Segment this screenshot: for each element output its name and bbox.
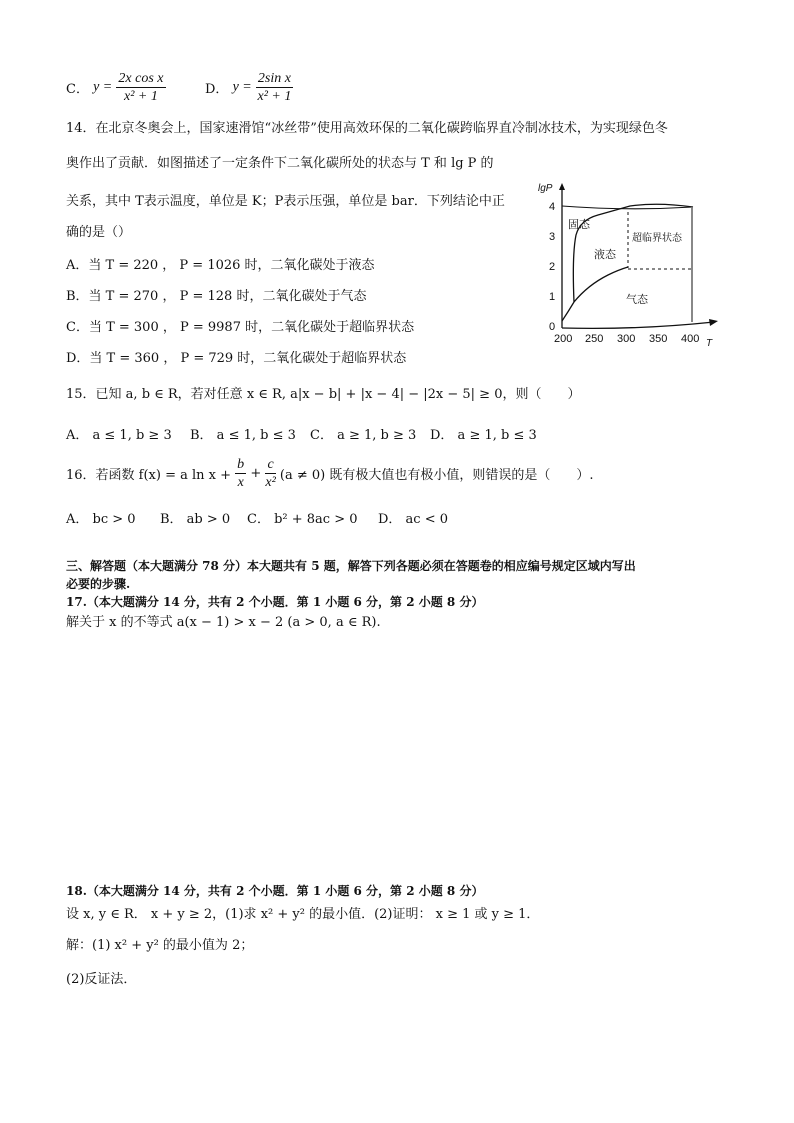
q13-option-d-label: D． <box>205 82 229 97</box>
q13-option-c-fraction <box>116 70 165 105</box>
q17-title: 17.（本大题满分 14 分，共有 2 个小题．第 1 小题 6 分，第 2 小题 8 分） <box>66 595 484 609</box>
region-supercritical: 超临界状态 <box>632 233 682 244</box>
q13-option-d <box>205 70 293 105</box>
co2-phase-diagram <box>528 180 728 348</box>
solid-gas-boundary <box>562 267 628 321</box>
q13-option-c-numerator: 2x cos x <box>118 71 164 86</box>
q16-fraction-c-over-x2 <box>265 456 275 491</box>
q18-solution-part2: (2)反证法． <box>66 972 137 987</box>
q13-option-c-label: C． <box>66 82 89 97</box>
q17-stem: 解关于 x 的不等式 a(x − 1) > x − 2 (a > 0, a ∈ R). <box>66 615 381 630</box>
q16-option-a: A． bc > 0 <box>66 512 136 527</box>
q13-option-c-denominator: x² + 1 <box>124 89 158 104</box>
phase-diagram-y-arrow <box>559 183 565 190</box>
y-tick-3: 3 <box>549 231 556 243</box>
region-solid: 固态 <box>568 219 590 231</box>
y-tick-0: 0 <box>549 321 556 333</box>
q14-line-4: 确的是（） <box>66 225 132 240</box>
solid-liquid-boundary <box>573 204 693 302</box>
y-tick-2: 2 <box>549 261 556 273</box>
q16-fraction-2-numerator: c <box>265 456 275 474</box>
q16-plus-sign: + <box>250 466 262 481</box>
x-tick-250: 250 <box>585 333 604 345</box>
q14-option-c: C．当 T = 300 ， P = 9987 时，二氧化碳处于超临界状态 <box>66 320 415 335</box>
phase-diagram-x-arrow <box>709 319 718 326</box>
q13-option-d-denominator: x² + 1 <box>257 89 292 104</box>
q13-option-d-fraction <box>256 70 293 105</box>
x-tick-400: 400 <box>681 333 700 345</box>
q13-option-c <box>66 70 166 105</box>
q14-line-1: 14．在北京冬奥会上，国家速滑馆“冰丝带”使用高效环保的二氧化碳跨临界直冷制冰技术，为实现绿色冬 <box>66 121 668 136</box>
phase-diagram-y-label: lgP <box>538 183 553 194</box>
q18-title: 18.（本大题满分 14 分，共有 2 个小题．第 1 小题 6 分，第 2 小题 8 分） <box>66 884 484 898</box>
q16-stem <box>66 456 594 491</box>
q16-fraction-2-denominator: x² <box>265 475 276 490</box>
q15-option-a: A． a ≤ 1, b ≥ 3 <box>66 428 172 443</box>
y-tick-4: 4 <box>549 201 556 213</box>
q14-option-d: D．当 T = 360 ， P = 729 时，二氧化碳处于超临界状态 <box>66 351 407 366</box>
q14-option-b: B．当 T = 270 ， P = 128 时，二氧化碳处于气态 <box>66 289 367 304</box>
region-gas: 气态 <box>626 294 648 306</box>
section3-heading-line2: 必要的步骤. <box>66 577 131 591</box>
region-liquid: 液态 <box>594 249 616 261</box>
q16-option-c: C． b² + 8ac > 0 <box>247 512 358 527</box>
q13-option-d-numerator: 2sin x <box>257 71 291 86</box>
q16-stem-suffix: (a ≠ 0) 既有极大值也有极小值，则错误的是（ ）. <box>279 468 594 483</box>
q14-line-2: 奥作出了贡献．如图描述了一定条件下二氧化碳所处的状态与 T 和 lg P 的 <box>66 156 494 171</box>
q16-fraction-1-denominator: x <box>237 475 244 490</box>
q15-stem: 15．已知 a, b ∈ R，若对任意 x ∈ R, a|x − b| + |x − 4| − |2x − 5| ≥ 0，则（ ） <box>66 387 581 402</box>
q16-fraction-b-over-x <box>235 456 246 491</box>
q18-solution-part1: 解：(1) x² + y² 的最小值为 2； <box>66 938 254 953</box>
q13-option-c-lhs: y = <box>93 79 113 95</box>
q15-option-d: D． a ≥ 1, b ≤ 3 <box>430 428 537 443</box>
phase-diagram-x-axis <box>562 322 714 328</box>
q16-option-d: D． ac < 0 <box>378 512 449 527</box>
q14-option-a: A．当 T = 220 ， P = 1026 时，二氧化碳处于液态 <box>66 258 375 273</box>
q16-stem-prefix: 16．若函数 f(x) = a ln x + <box>66 468 232 483</box>
q18-stem: 设 x, y ∈ R． x + y ≥ 2，(1)求 x² + y² 的最小值．(2)证明： x ≥ 1 或 y ≥ 1． <box>66 907 540 922</box>
x-tick-300: 300 <box>617 333 636 345</box>
q15-option-c: C． a ≥ 1, b ≥ 3 <box>310 428 417 443</box>
x-tick-350: 350 <box>649 333 668 345</box>
phase-diagram-x-label: T <box>706 338 713 348</box>
q15-option-b: B． a ≤ 1, b ≤ 3 <box>190 428 296 443</box>
x-tick-200: 200 <box>554 333 573 345</box>
q16-option-b: B． ab > 0 <box>160 512 231 527</box>
y-tick-1: 1 <box>549 291 556 303</box>
q13-option-d-lhs: y = <box>232 79 252 95</box>
section3-heading-line1: 三、解答题（本大题满分 78 分）本大题共有 5 题，解答下列各题必须在答题卷的相应编号规定区域内写出 <box>66 559 636 573</box>
q16-fraction-1-numerator: b <box>237 457 245 472</box>
q14-line-3: 关系，其中 T表示温度，单位是 K；P表示压强，单位是 bar．下列结论中正 <box>66 194 505 209</box>
